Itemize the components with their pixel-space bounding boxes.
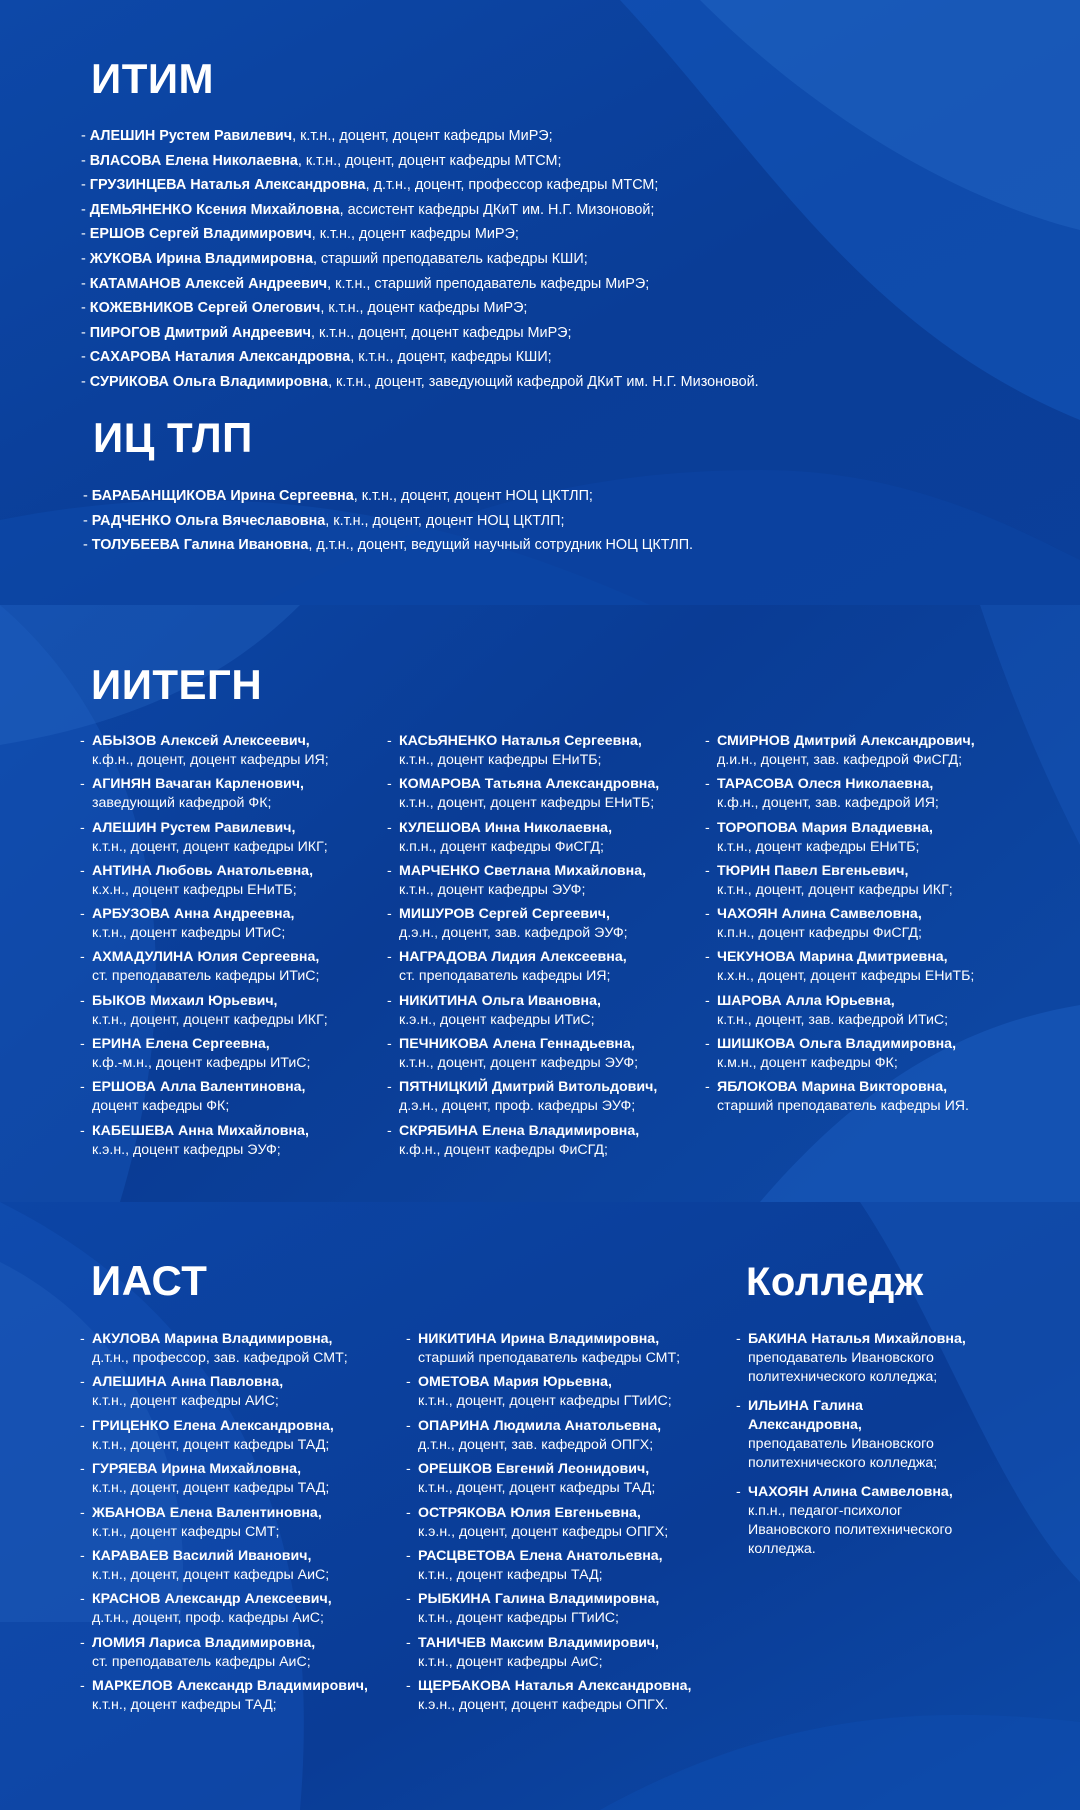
list-item: - САХАРОВА Наталия Александровна, к.т.н., доцент, кафедры КШИ;	[81, 345, 759, 370]
list-item: - ЕРШОВ Сергей Владимирович, к.т.н., доцент кафедры МиРЭ;	[81, 222, 759, 247]
list-item: - АКУЛОВА Марина Владимировна, д.т.н., профессор, зав. кафедрой СМТ;	[80, 1330, 368, 1368]
list-item: - ОМЕТОВА Мария Юрьевна, к.т.н., доцент, доцент кафедры ГТиИС;	[406, 1373, 692, 1411]
list-item: - АРБУЗОВА Анна Андреевна, к.т.н., доцент кафедры ИТиС;	[80, 905, 329, 943]
list-item: - КАРАВАЕВ Василий Иванович, к.т.н., доцент, доцент кафедры АиС;	[80, 1547, 368, 1585]
iitegn-column-2	[387, 732, 659, 1165]
ictlp-members-list	[83, 484, 693, 558]
list-item: - ШИШКОВА Ольга Владимировна, к.м.н., доцент кафедры ФК;	[705, 1035, 975, 1073]
list-item: - ЧАХОЯН Алина Самвеловна, к.п.н., педагог-психолог Ивановского политехнического колледжа.	[736, 1483, 976, 1559]
list-item: - БЫКОВ Михаил Юрьевич, к.т.н., доцент, доцент кафедры ИКГ;	[80, 992, 329, 1030]
section-title-iast: ИАСТ	[91, 1257, 208, 1304]
list-item: - ПЯТНИЦКИЙ Дмитрий Витольдович, д.э.н., доцент, проф. кафедры ЭУФ;	[387, 1078, 659, 1116]
section-title-ictlp: ИЦ ТЛП	[93, 414, 253, 461]
list-item: - КОМАРОВА Татьяна Александровна, к.т.н., доцент, доцент кафедры ЕНиТБ;	[387, 775, 659, 813]
iast-column-1	[80, 1330, 368, 1721]
list-item: - ПЕЧНИКОВА Алена Геннадьевна, к.т.н., доцент, доцент кафедры ЭУФ;	[387, 1035, 659, 1073]
list-item: - ЖБАНОВА Елена Валентиновна, к.т.н., доцент кафедры СМТ;	[80, 1504, 368, 1542]
panel-iast	[0, 1202, 1080, 1810]
list-item: - АЛЕШИН Рустем Равилевич, к.т.н., доцент, доцент кафедры МиРЭ;	[81, 124, 759, 149]
list-item: - ГРИЦЕНКО Елена Александровна, к.т.н., доцент, доцент кафедры ТАД;	[80, 1417, 368, 1455]
list-item: - КРАСНОВ Александр Алексеевич, д.т.н., доцент, проф. кафедры АиС;	[80, 1590, 368, 1628]
list-item: - НИКИТИНА Ирина Владимировна, старший преподаватель кафедры СМТ;	[406, 1330, 692, 1368]
list-item: - КАБЕШЕВА Анна Михайловна, к.э.н., доцент кафедры ЭУФ;	[80, 1122, 329, 1160]
section-title-iitegn: ИИТЕГН	[91, 661, 263, 708]
list-item: - АБЫЗОВ Алексей Алексеевич, к.ф.н., доцент, доцент кафедры ИЯ;	[80, 732, 329, 770]
list-item: - АХМАДУЛИНА Юлия Сергеевна, ст. преподаватель кафедры ИТиС;	[80, 948, 329, 986]
list-item: - ТАРАСОВА Олеся Николаевна, к.ф.н., доцент, зав. кафедрой ИЯ;	[705, 775, 975, 813]
panel-itim	[0, 0, 1080, 605]
list-item: - ШАРОВА Алла Юрьевна, к.т.н., доцент, зав. кафедрой ИТиС;	[705, 992, 975, 1030]
list-item: - ЯБЛОКОВА Марина Викторовна, старший преподаватель кафедры ИЯ.	[705, 1078, 975, 1116]
list-item: - СУРИКОВА Ольга Владимировна, к.т.н., доцент, заведующий кафедрой ДКиТ им. Н.Г. Мизоновой.	[81, 370, 759, 395]
section-title-itim: ИТИМ	[91, 55, 215, 102]
list-item: - БАКИНА Наталья Михайловна, преподаватель Ивановского политехнического колледжа;	[736, 1330, 976, 1387]
list-item: - ТЮРИН Павел Евгеньевич, к.т.н., доцент, доцент кафедры ИКГ;	[705, 862, 975, 900]
list-item: - АЛЕШИН Рустем Равилевич, к.т.н., доцент, доцент кафедры ИКГ;	[80, 819, 329, 857]
list-item: - ТОЛУБЕЕВА Галина Ивановна, д.т.н., доцент, ведущий научный сотрудник НОЦ ЦКТЛП.	[83, 533, 693, 558]
list-item: - ЛОМИЯ Лариса Владимировна, ст. преподаватель кафедры АиС;	[80, 1634, 368, 1672]
list-item: - ЧЕКУНОВА Марина Дмитриевна, к.х.н., доцент, доцент кафедры ЕНиТБ;	[705, 948, 975, 986]
list-item: - СКРЯБИНА Елена Владимировна, к.ф.н., доцент кафедры ФиСГД;	[387, 1122, 659, 1160]
list-item: - ТАНИЧЕВ Максим Владимирович, к.т.н., доцент кафедры АиС;	[406, 1634, 692, 1672]
list-item: - ЖУКОВА Ирина Владимировна, старший преподаватель кафедры КШИ;	[81, 247, 759, 272]
panel-iitegn	[0, 605, 1080, 1202]
list-item: - РАСЦВЕТОВА Елена Анатольевна, к.т.н., доцент кафедры ТАД;	[406, 1547, 692, 1585]
list-item: - ЩЕРБАКОВА Наталья Александровна, к.э.н., доцент, доцент кафедры ОПГХ.	[406, 1677, 692, 1715]
list-item: - МАРЧЕНКО Светлана Михайловна, к.т.н., доцент кафедры ЭУФ;	[387, 862, 659, 900]
list-item: - ОСТРЯКОВА Юлия Евгеньевна, к.э.н., доцент, доцент кафедры ОПГХ;	[406, 1504, 692, 1542]
list-item: - ДЕМЬЯНЕНКО Ксения Михайловна, ассистент кафедры ДКиТ им. Н.Г. Мизоновой;	[81, 198, 759, 223]
list-item: - БАРАБАНЩИКОВА Ирина Сергеевна, к.т.н., доцент, доцент НОЦ ЦКТЛП;	[83, 484, 693, 509]
list-item: - РЫБКИНА Галина Владимировна, к.т.н., доцент кафедры ГТиИС;	[406, 1590, 692, 1628]
list-item: - НАГРАДОВА Лидия Алексеевна, ст. преподаватель кафедры ИЯ;	[387, 948, 659, 986]
list-item: - ЕРШОВА Алла Валентиновна, доцент кафедры ФК;	[80, 1078, 329, 1116]
itim-members-list	[81, 124, 759, 395]
list-item: - КАТАМАНОВ Алексей Андреевич, к.т.н., старший преподаватель кафедры МиРЭ;	[81, 272, 759, 297]
list-item: - ЧАХОЯН Алина Самвеловна, к.п.н., доцент кафедры ФиСГД;	[705, 905, 975, 943]
list-item: - АЛЕШИНА Анна Павловна, к.т.н., доцент кафедры АИС;	[80, 1373, 368, 1411]
list-item: - ТОРОПОВА Мария Владиевна, к.т.н., доцент кафедры ЕНиТБ;	[705, 819, 975, 857]
list-item: - ПИРОГОВ Дмитрий Андреевич, к.т.н., доцент, доцент кафедры МиРЭ;	[81, 321, 759, 346]
list-item: - МИШУРОВ Сергей Сергеевич, д.э.н., доцент, зав. кафедрой ЭУФ;	[387, 905, 659, 943]
iitegn-column-1	[80, 732, 329, 1165]
list-item: - СМИРНОВ Дмитрий Александрович, д.и.н., доцент, зав. кафедрой ФиСГД;	[705, 732, 975, 770]
list-item: - ИЛЬИНА Галина Александровна, преподаватель Ивановского политехнического колледжа;	[736, 1397, 976, 1473]
college-column	[736, 1330, 976, 1569]
list-item: - КОЖЕВНИКОВ Сергей Олегович, к.т.н., доцент кафедры МиРЭ;	[81, 296, 759, 321]
list-item: - ОРЕШКОВ Евгений Леонидович, к.т.н., доцент, доцент кафедры ТАД;	[406, 1460, 692, 1498]
section-title-college: Колледж	[746, 1260, 924, 1304]
list-item: - КУЛЕШОВА Инна Николаевна, к.п.н., доцент кафедры ФиСГД;	[387, 819, 659, 857]
list-item: - КАСЬЯНЕНКО Наталья Сергеевна, к.т.н., доцент кафедры ЕНиТБ;	[387, 732, 659, 770]
list-item: - ГРУЗИНЦЕВА Наталья Александровна, д.т.н., доцент, профессор кафедры МТСМ;	[81, 173, 759, 198]
iast-column-2	[406, 1330, 692, 1721]
list-item: - ОПАРИНА Людмила Анатольевна, д.т.н., доцент, зав. кафедрой ОПГХ;	[406, 1417, 692, 1455]
list-item: - АНТИНА Любовь Анатольевна, к.х.н., доцент кафедры ЕНиТБ;	[80, 862, 329, 900]
list-item: - АГИНЯН Вачаган Карленович, заведующий кафедрой ФК;	[80, 775, 329, 813]
list-item: - ВЛАСОВА Елена Николаевна, к.т.н., доцент, доцент кафедры МТСМ;	[81, 149, 759, 174]
iitegn-column-3	[705, 732, 975, 1122]
list-item: - ЕРИНА Елена Сергеевна, к.ф.-м.н., доцент кафедры ИТиС;	[80, 1035, 329, 1073]
list-item: - РАДЧЕНКО Ольга Вячеславовна, к.т.н., доцент, доцент НОЦ ЦКТЛП;	[83, 509, 693, 534]
list-item: - МАРКЕЛОВ Александр Владимирович, к.т.н., доцент кафедры ТАД;	[80, 1677, 368, 1715]
list-item: - НИКИТИНА Ольга Ивановна, к.э.н., доцент кафедры ИТиС;	[387, 992, 659, 1030]
list-item: - ГУРЯЕВА Ирина Михайловна, к.т.н., доцент, доцент кафедры ТАД;	[80, 1460, 368, 1498]
